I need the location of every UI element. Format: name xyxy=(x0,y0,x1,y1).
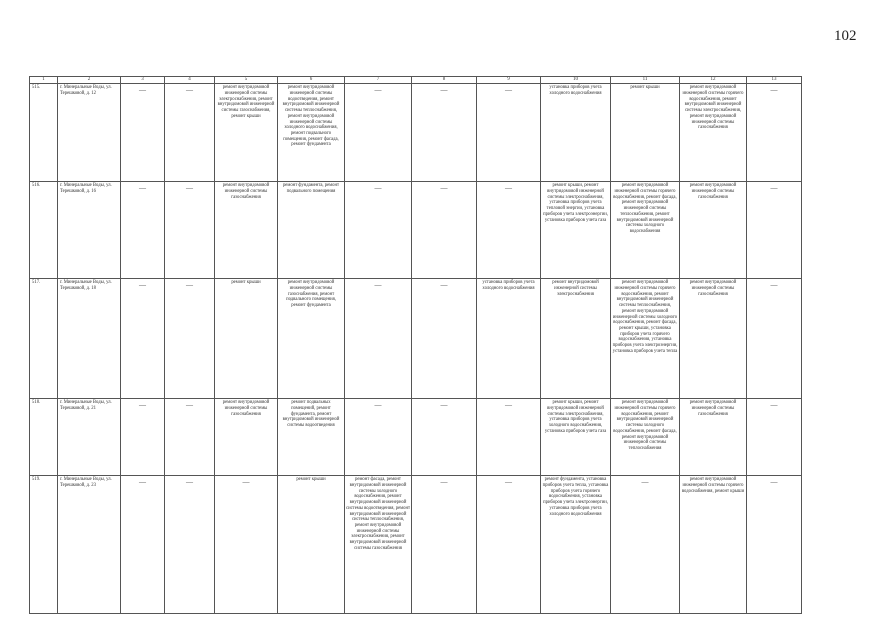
column-number: 4 xyxy=(165,77,215,84)
table-cell: ремонт фасада, ремонт внутридомовой инженерной системы холодного водоснабжения, ремонт внутридомовой инженерной системы водоотведения, ремонт внутридомовой инженерной системы теплоснабжения, ремонт внутридомовой инженерной системы электроснабжения, ремонт внутридомовой инженерной системы газоснабжения xyxy=(345,476,412,614)
table-cell: ремонт внутридомовой инженерной системы горячего водоснабжения, ремонт внутридомовой инженерной системы теплоснабжения, ремонт внутридомовой инженерной системы холодного водоснабжения, ремонт фасада, ремонт крыши, установка приборов учета горячего водоснабжения, установка приборов учета электроэнергии, установка приборов учета тепла xyxy=(611,279,680,399)
table-cell: — xyxy=(121,279,165,399)
table-cell: — xyxy=(215,476,278,614)
column-number: 11 xyxy=(611,77,680,84)
table-cell: ремонт крыши xyxy=(278,476,345,614)
table-cell: — xyxy=(477,476,541,614)
column-number-row xyxy=(30,77,802,84)
table-cell: ремонт внутридомовой инженерной системы электроснабжения, ремонт внутридомовой инженерной системы газоснабжения, ремонт крыши xyxy=(215,84,278,182)
table-cell: ремонт внутридомовой инженерной системы водоотведения, ремонт внутридомовой инженерной системы теплоснабжения, ремонт внутридомовой инженерной системы холодного водоснабжения, ремонт подвального помещения, ремонт фасада, ремонт фундамента xyxy=(278,84,345,182)
table-cell: ремонт внутридомовой инженерной системы газоснабжения xyxy=(215,182,278,279)
column-number: 8 xyxy=(412,77,477,84)
table-cell: — xyxy=(121,182,165,279)
table-cell: — xyxy=(165,182,215,279)
row-number: 517. xyxy=(30,279,58,399)
table-cell: ремонт внутридомовой инженерной системы горячего водоснабжения, ремонт внутридомовой инженерной системы холодного водоснабжения, ремонт фасада, ремонт внутридомовой инженерной системы теплоснабжения xyxy=(611,399,680,476)
table-row xyxy=(30,476,802,614)
table-cell: — xyxy=(611,476,680,614)
table-cell: — xyxy=(121,84,165,182)
table-cell: — xyxy=(345,84,412,182)
table-cell: — xyxy=(165,279,215,399)
column-number: 3 xyxy=(121,77,165,84)
row-number: 518. xyxy=(30,399,58,476)
table-row xyxy=(30,84,802,182)
table-cell: — xyxy=(747,84,802,182)
table-row xyxy=(30,399,802,476)
column-number: 13 xyxy=(747,77,802,84)
table-cell: — xyxy=(747,279,802,399)
column-number: 7 xyxy=(345,77,412,84)
page-number: 102 xyxy=(834,28,857,44)
table-row xyxy=(30,279,802,399)
table-cell: — xyxy=(477,84,541,182)
table-cell: — xyxy=(412,182,477,279)
table-cell: ремонт внутридомовой инженерной системы горячего водоснабжения, ремонт крыши xyxy=(680,476,747,614)
column-number: 12 xyxy=(680,77,747,84)
table-cell: ремонт внутридомовой инженерной системы горячего водоснабжения, ремонт внутридомовой инженерной системы электроснабжения, ремонт внутридомовой инженерной системы газоснабжения xyxy=(680,84,747,182)
table-cell: ремонт внутридомовой инженерной системы газоснабжения xyxy=(680,279,747,399)
table-cell: установка приборов учета холодного водоснабжения xyxy=(477,279,541,399)
table-cell: — xyxy=(477,182,541,279)
table-cell: ремонт подвальных помещений, ремонт фундамента, ремонт внутридомовой инженерной системы водоотведения xyxy=(278,399,345,476)
address-cell: г. Минеральные Воды, ул. Терешковой, д. 12 xyxy=(58,84,121,182)
table-cell: — xyxy=(412,399,477,476)
address-cell: г. Минеральные Воды, ул. Терешковой, д. 18 xyxy=(58,279,121,399)
row-number: 519. xyxy=(30,476,58,614)
repair-schedule-table xyxy=(29,76,802,614)
table-cell: ремонт фундамента, ремонт подвального помещения xyxy=(278,182,345,279)
table-cell: — xyxy=(345,399,412,476)
table-cell: ремонт внутридомовой инженерной системы газоснабжения, ремонт подвального помещения, ремонт фундамента xyxy=(278,279,345,399)
table-cell: ремонт внутридомовой инженерной системы газоснабжения xyxy=(680,182,747,279)
address-cell: г. Минеральные Воды, ул. Терешковой, д. 16 xyxy=(58,182,121,279)
table-cell: — xyxy=(121,476,165,614)
table-cell: ремонт внутридомовой инженерной системы горячего водоснабжения, ремонт фасада, ремонт внутридомовой инженерной системы теплоснабжения, ремонт внутридомовой инженерной системы холодного водоснабжения xyxy=(611,182,680,279)
address-cell: г. Минеральные Воды, ул. Терешковой, д. 21 xyxy=(58,399,121,476)
column-number: 10 xyxy=(541,77,611,84)
table-cell: ремонт крыши xyxy=(215,279,278,399)
table-cell: ремонт крыши xyxy=(611,84,680,182)
row-number: 516. xyxy=(30,182,58,279)
table-cell: — xyxy=(165,84,215,182)
table-cell: — xyxy=(477,399,541,476)
table-cell: — xyxy=(747,399,802,476)
row-number: 515. xyxy=(30,84,58,182)
table-cell: — xyxy=(165,476,215,614)
table-cell: ремонт крыши, ремонт внутридомовой инженерной системы электроснабжения, установка приборов учета холодного водоснабжения, установка приборов учета газа xyxy=(541,399,611,476)
table-cell: — xyxy=(412,84,477,182)
table-cell: — xyxy=(121,399,165,476)
table-cell: — xyxy=(412,279,477,399)
table-cell: ремонт фундамента, установка приборов учета тепла, установка приборов учета горячего водоснабжения, установка приборов учета электроэнергии, установка приборов учета холодного водоснабжения xyxy=(541,476,611,614)
table-cell: ремонт внутридомовой инженерной системы электроснабжения xyxy=(541,279,611,399)
table-cell: — xyxy=(747,476,802,614)
address-cell: г. Минеральные Воды, ул. Терешковой, д. 23 xyxy=(58,476,121,614)
column-number: 1 xyxy=(30,77,58,84)
table-cell: — xyxy=(165,399,215,476)
table-cell: установка приборов учета холодного водоснабжения xyxy=(541,84,611,182)
column-number: 2 xyxy=(58,77,121,84)
table-cell: — xyxy=(345,279,412,399)
table-row xyxy=(30,182,802,279)
table-cell: — xyxy=(345,182,412,279)
column-number: 6 xyxy=(278,77,345,84)
column-number: 5 xyxy=(215,77,278,84)
table-cell: — xyxy=(747,182,802,279)
table-cell: ремонт внутридомовой инженерной системы газоснабжения xyxy=(215,399,278,476)
table-cell: — xyxy=(412,476,477,614)
table-cell: ремонт внутридомовой инженерной системы газоснабжения xyxy=(680,399,747,476)
column-number: 9 xyxy=(477,77,541,84)
table-cell: ремонт крыши, ремонт внутридомовой инженерной системы электроснабжения, установка приборов учета тепловой энергии, установка приборов учета электроэнергии, установка приборов учета газа xyxy=(541,182,611,279)
